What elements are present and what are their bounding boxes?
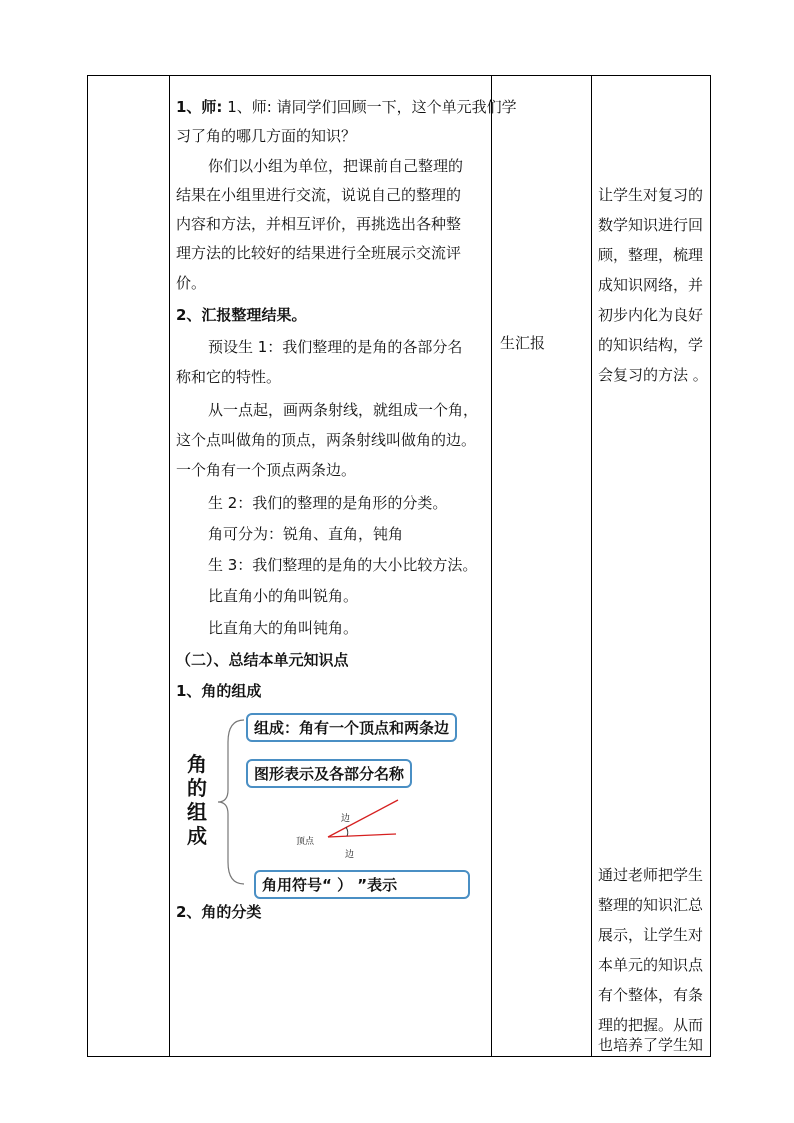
summary-sub-2: 2、角的分类 [176, 903, 262, 921]
report-line-5: 一个角有一个顶点两条边。 [176, 461, 357, 479]
purpose-line: 也培养了学生知 [598, 1036, 704, 1054]
graphic-names-box: 图形表示及各部分名称 [246, 759, 412, 788]
lesson-table [87, 75, 711, 1057]
purpose-line: 让学生对复习的 [598, 186, 704, 204]
teacher-question-line-1: 1、师: 1、师: 请同学们回顾一下，这个单元我们学 [176, 98, 517, 116]
purpose-line: 的知识结构，学 [598, 336, 704, 354]
instruction-line-3: 内容和方法，并相互评价，再挑选出各种整 [176, 215, 462, 233]
activity-column [492, 76, 592, 1057]
purpose-line: 会复习的方法 。 [598, 366, 708, 384]
report-line-9: 比直角小的角叫锐角。 [208, 587, 359, 605]
diagram-title-char: 角 [187, 752, 207, 776]
brace-icon [208, 712, 248, 892]
edge-bottom-label: 边 [345, 850, 355, 860]
summary-sub-1: 1、角的组成 [176, 682, 262, 700]
purpose-line: 初步内化为良好 [598, 306, 704, 324]
purpose-line: 数学知识进行回 [598, 216, 704, 234]
vertex-label: 顶点 [296, 837, 315, 847]
purpose-line: 成知识网络，并 [598, 276, 704, 294]
symbol-box [254, 870, 470, 899]
purpose-column [592, 76, 711, 1057]
report-line-8: 生 3：我们整理的是角的大小比较方法。 [208, 556, 478, 574]
edge-top-label: 边 [341, 814, 351, 824]
instruction-line-5: 价。 [176, 274, 207, 292]
instruction-line-1: 你们以小组为单位，把课前自己整理的 [208, 157, 464, 175]
instruction-line-2: 结果在小组里进行交流，说说自己的整理的 [176, 186, 462, 204]
diagram-title-char: 的 [187, 776, 207, 800]
angle-figure-icon [314, 794, 424, 854]
content-column [170, 76, 517, 1057]
report-line-2: 称和它的特性。 [176, 368, 282, 386]
diagram-title-char: 组 [187, 800, 207, 824]
report-heading: 2、汇报整理结果。 [176, 306, 307, 324]
composition-box: 组成：角有一个顶点和两条边 [246, 713, 457, 742]
angle-composition-diagram [174, 712, 484, 892]
purpose-line: 通过老师把学生 [598, 866, 704, 884]
purpose-line: 顾，整理，梳理 [598, 246, 704, 264]
report-line-3: 从一点起，画两条射线，就组成一个角， [208, 401, 479, 419]
report-line-1: 预设生 1：我们整理的是角的各部分名 [208, 338, 463, 356]
purpose-line: 有个整体，有条 [598, 986, 704, 1004]
purpose-line: 理的把握。从而 [598, 1016, 704, 1034]
purpose-line: 展示，让学生对 [598, 926, 704, 944]
symbol-text: 角用符号“ ） ”表示 [262, 876, 398, 894]
report-line-6: 生 2：我们的整理的是角形的分类。 [208, 494, 448, 512]
diagram-title-char: 成 [187, 824, 207, 848]
purpose-line: 本单元的知识点 [598, 956, 704, 974]
report-line-7: 角可分为：锐角、直角，钝角 [208, 525, 404, 543]
empty-column [88, 76, 170, 1057]
teacher-question-line-2: 习了角的哪几方面的知识？ [176, 127, 357, 145]
student-report: 生汇报 [500, 334, 546, 352]
instruction-line-4: 理方法的比较好的结果进行全班展示交流评 [176, 244, 462, 262]
report-line-4: 这个点叫做角的顶点，两条射线叫做角的边。 [176, 431, 477, 449]
summary-heading: （二）、总结本单元知识点 [176, 651, 349, 669]
report-line-10: 比直角大的角叫钝角。 [208, 619, 359, 637]
purpose-line: 整理的知识汇总 [598, 896, 704, 914]
